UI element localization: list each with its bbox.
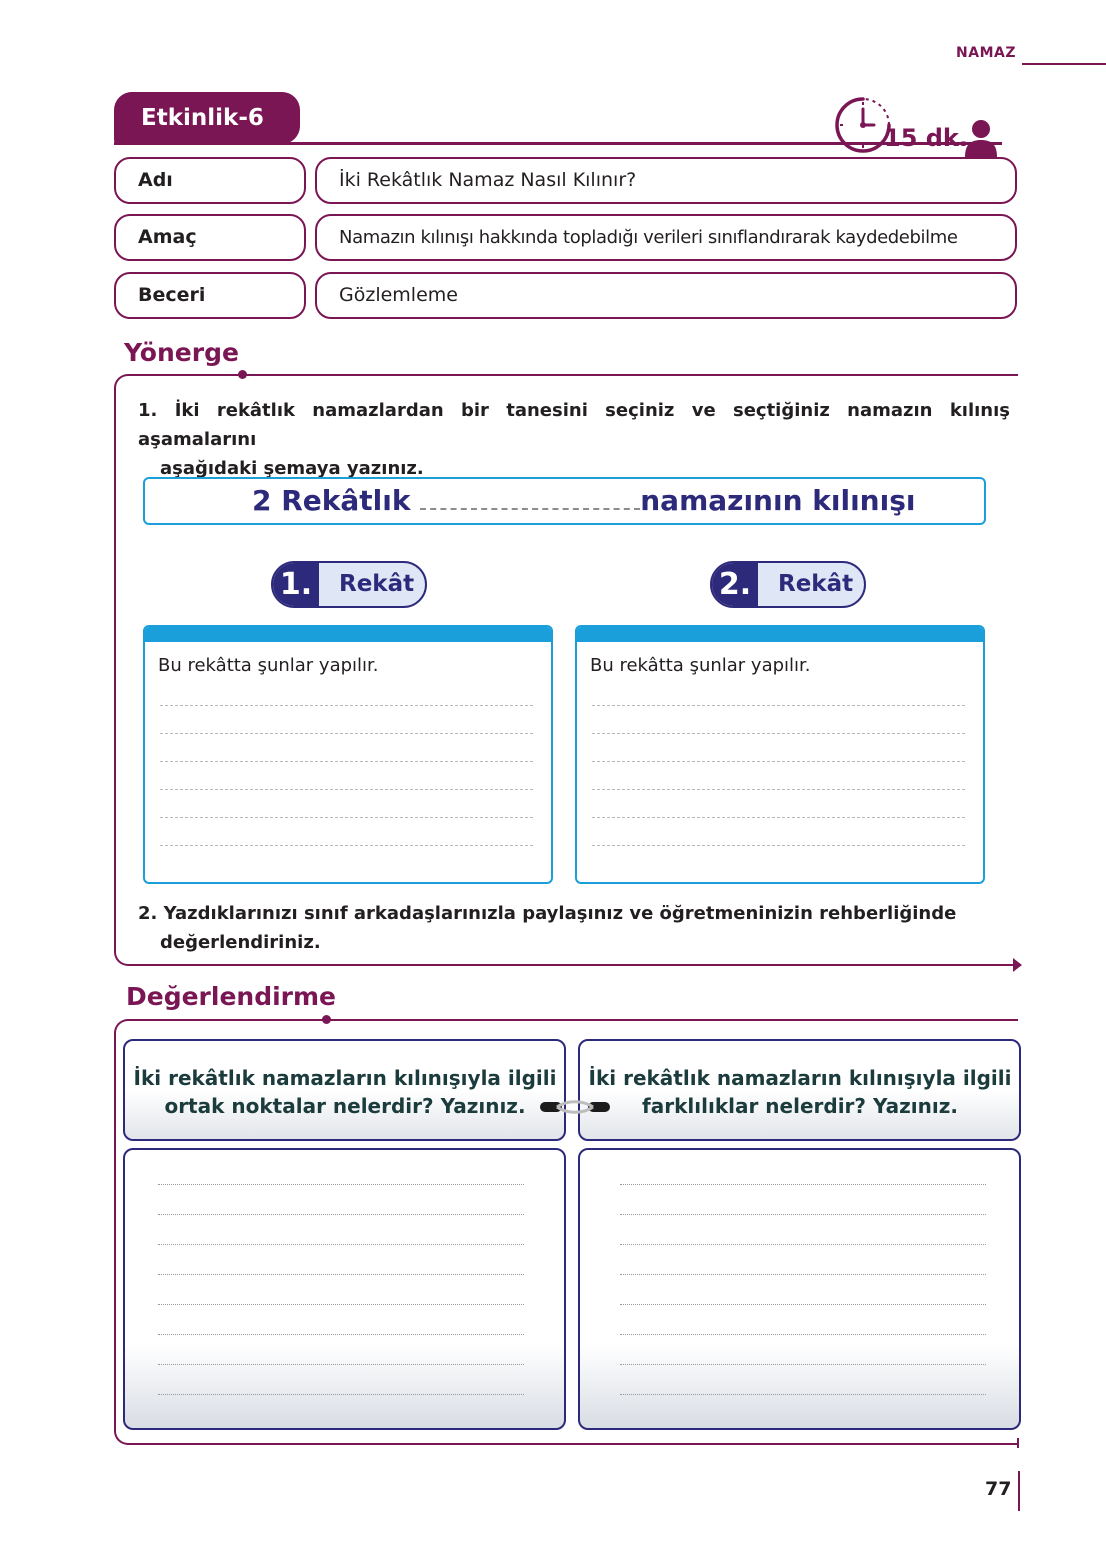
rekat2-card[interactable]: Bu rekâtta şunlar yapılır.	[575, 625, 985, 884]
directions-title: Yönerge	[124, 338, 239, 367]
answer-box-differences[interactable]	[578, 1148, 1021, 1430]
frame-end-tick	[1017, 1438, 1019, 1448]
section-rule	[1022, 63, 1106, 65]
section-label: NAMAZ	[956, 45, 1016, 61]
rekat1-card[interactable]: Bu rekâtta şunlar yapılır.	[143, 625, 553, 884]
skill-label: Beceri	[114, 272, 306, 319]
prayer-name-blank[interactable]	[420, 490, 640, 510]
page-number: 77	[985, 1478, 1012, 1500]
answer-box-common[interactable]	[123, 1148, 566, 1430]
evaluation-title: Değerlendirme	[126, 982, 337, 1011]
prayer-title: 2 Rekâtlık namazının kılınışı	[252, 484, 916, 517]
name-value: İki Rekâtlık Namaz Nasıl Kılınır?	[315, 157, 1017, 204]
goal-label: Amaç	[114, 214, 306, 261]
skill-value: Gözlemleme	[315, 272, 1017, 319]
step1-text: 1. İki rekâtlık namazlardan bir tanesini seçiniz ve seçtiğiniz namazın kılınış aşamalarını aşağıdaki şemaya yazınız.	[138, 400, 1010, 479]
rekat1-badge: 1. Rekât	[271, 561, 427, 608]
card-header-bar	[145, 627, 551, 642]
duration-text: 15 dk.	[884, 124, 969, 152]
card-header-bar	[577, 627, 983, 642]
rekat2-badge: 2. Rekât	[710, 561, 866, 608]
page-number-bar	[1018, 1471, 1020, 1511]
step2-text: 2. Yazdıklarınızı sınıf arkadaşlarınızla paylaşınız ve öğretmeninizin rehberliğinde değerlendiriniz.	[138, 903, 957, 953]
q1-text: İki rekâtlık namazların kılınışıyla ilgili ortak noktalar nelerdir? Yazınız.	[133, 1066, 557, 1118]
link-icon	[537, 1098, 613, 1116]
goal-value: Namazın kılınışı hakkında topladığı verileri sınıflandırarak kaydedebilme	[315, 214, 1017, 261]
person-icon	[963, 118, 999, 158]
activity-tab: Etkinlik-6	[114, 92, 300, 144]
name-label: Adı	[114, 157, 306, 204]
q2-text: İki rekâtlık namazların kılınışıyla ilgili farklılıklar nelerdir? Yazınız.	[588, 1066, 1012, 1118]
arrow-head-icon	[1013, 958, 1022, 972]
